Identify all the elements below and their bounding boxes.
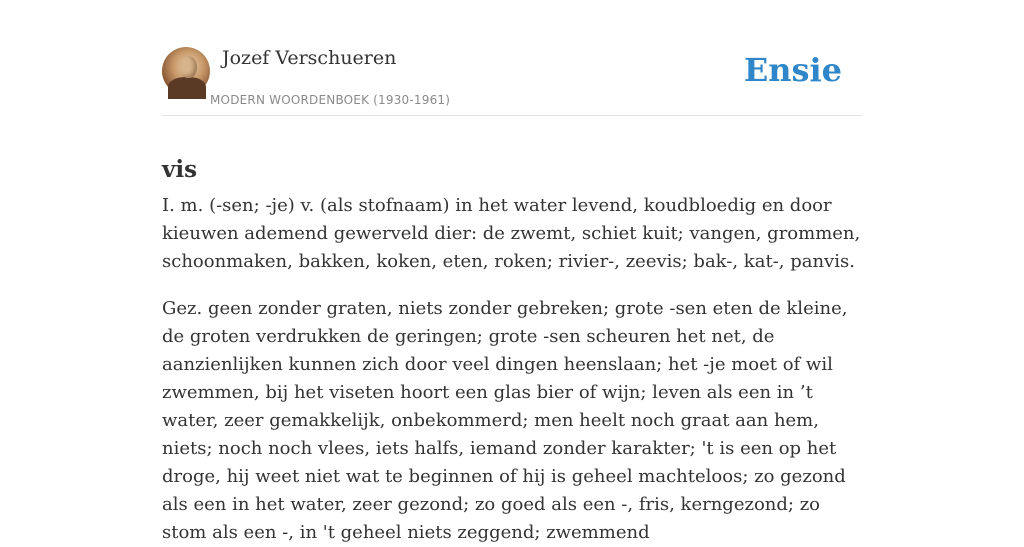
ensie-logo[interactable]: Ensie: [743, 51, 842, 89]
avatar-collar: [168, 77, 206, 99]
expressions-paragraph: Gez. geen zonder graten, niets zonder gebreken; grote -sen eten de kleine, de groten verdrukken de geringen; grote -sen scheuren het net, de aanzienlijken kunnen zich door veel dingen heenslaan; het -je moet of wil zwemmen, bij het viseten hoort een glas bier of wijn; leven als een in ’t water, zeer gemakkelijk, onbekommerd; men heelt noch graat aan hem, niets; noch noch vlees, iets halfs, iemand zonder karakter; 't is een op het droge, hij weet niet wat te beginnen of hij is geheel machteloos; zo gezond als een in het water, zeer gezond; zo goed als een -, fris, kerngezond; zo stom als een -, in 't geheel niets zeggend; zwemmend: [162, 298, 848, 543]
author-avatar[interactable]: [162, 47, 210, 95]
author-name-link[interactable]: Jozef Verschueren: [222, 47, 397, 69]
headword: vis: [162, 156, 198, 184]
entry-header: [162, 0, 862, 116]
definition-paragraph: I. m. (-sen; -je) v. (als stofnaam) in het water levend, koudbloedig en door kieuwen ademend gewerveld dier: de zwemt, schiet kuit; vangen, grommen, schoonmaken, bakken, koken, eten, roken; rivier-, zeevis; bak-, kat-, panvis.: [162, 195, 861, 272]
source-label: MODERN WOORDENBOEK (1930-1961): [210, 93, 451, 107]
avatar-face: [180, 56, 197, 78]
main-content: [162, 0, 862, 543]
